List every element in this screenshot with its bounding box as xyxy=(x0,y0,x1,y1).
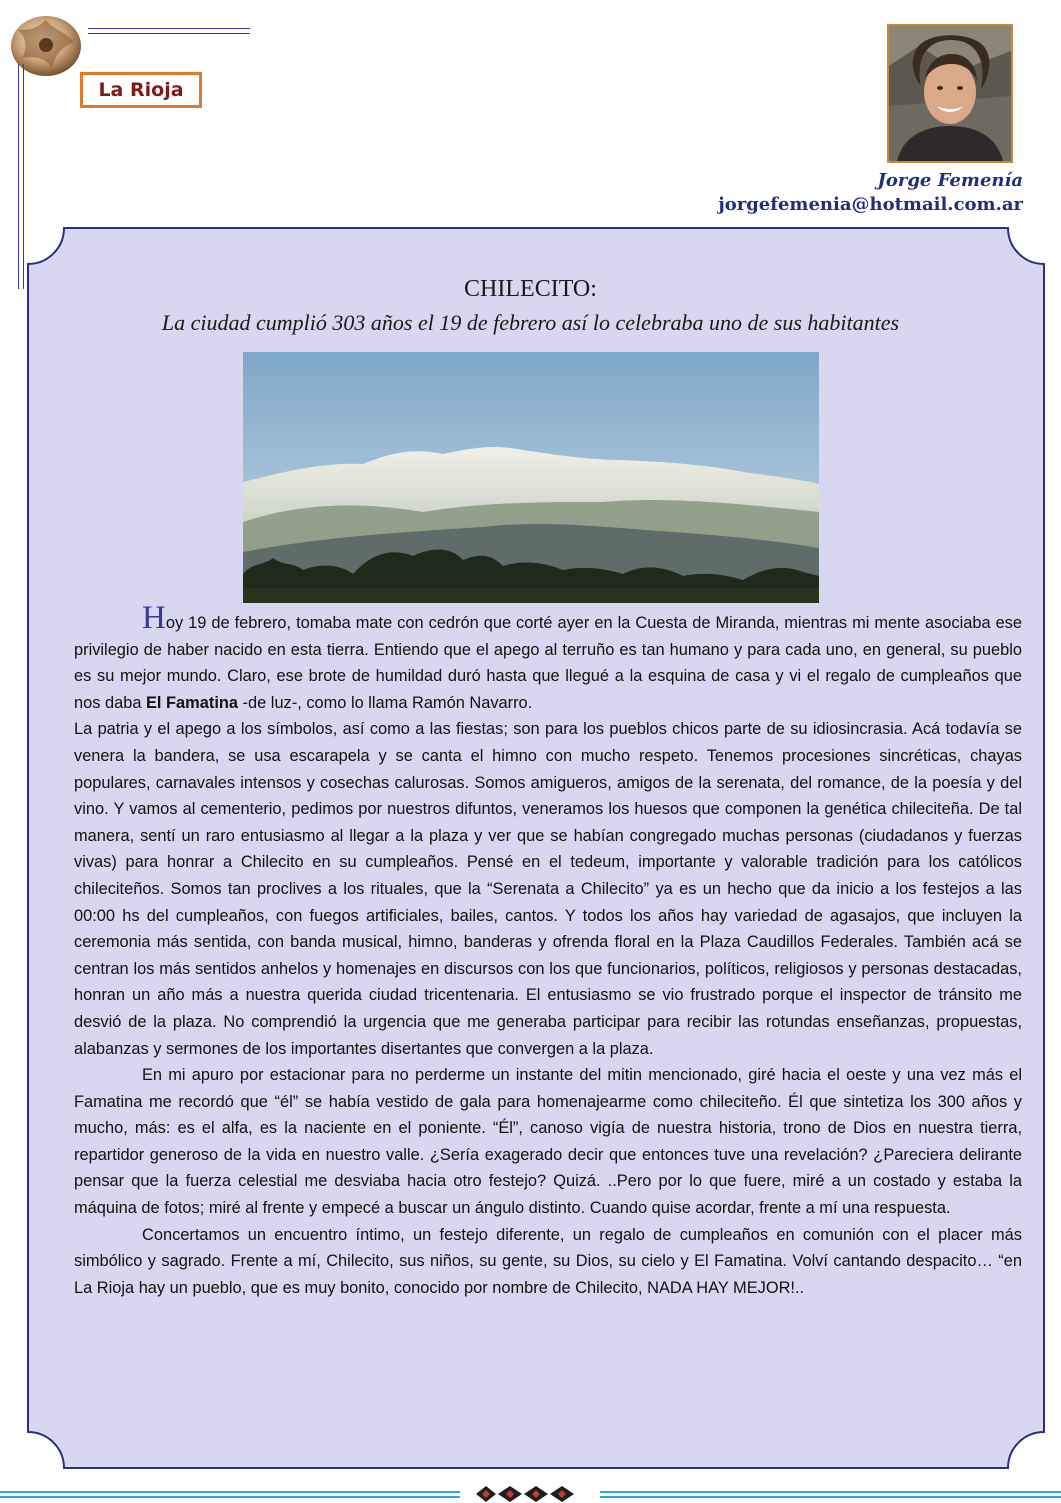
drop-cap: H xyxy=(142,600,166,636)
magazine-logo-icon xyxy=(8,12,84,78)
decorative-line xyxy=(18,64,19,289)
footer-ornament xyxy=(0,1486,1061,1503)
paragraph-1-text: oy 19 de febrero, tomaba mate con cedrón que corté ayer en la Cuesta de Miranda, mientras mi mente asociaba ese privilegio de haber nacido en esta tierra. Entiendo que el apego al terruño es tan humano y para cada uno, en general, su pueblo es su mejor mundo. Claro, ese brote de humildad duró hasta que llegué a la esquina de casa y vi el regalo de cumpleaños que nos daba xyxy=(74,614,1022,712)
paragraph-1 xyxy=(74,600,1022,716)
paragraph-2: La patria y el apego a los símbolos, así como a las fiestas; son para los pueblos chicos parte de su idiosincrasia. Acá todavía se venera la bandera, se usa escarapela y se canta el himno con mucho respeto. Tenemos procesiones sincréticas, chayas populares, carnavales intensos y cosechas calurosas. Somos amigueros, amigos de la serenata, del romance, de la poesía y del vino. Y vamos al cementerio, pedimos por nuestros difuntos, veneramos los huesos que componen la genética chileciteña. De tal manera, sentí un raro entusiasmo al llegar a la plaza y ver que se habían congregado muchas personas (ciudadanos y fuerzas vivas) para honrar a Chilecito en su cumpleaños. Pensé en el tedeum, importante y valorable tradición para los católicos chileciteños. Somos tan proclives a los rituales, que la “Serenata a Chilecito” ya es un hecho que da inicio a los festejos a las 00:00 hs del cumpleaños, con fuegos artificiales, bailes, cantos. Y todos los años hay variedad de agasajos, que incluyen la ceremonia más sentida, con banda musical, himno, banderas y ofrenda floral en la Plaza Caudillos Federales. También acá se centran los más sentidos anhelos y homenajes en discursos con los que funcionarios, políticos, religiosos y personas destacadas, honran un año más a nuestra querida ciudad tricentenaria. El entusiasmo se vio frustrado porque el inspector de tránsito me desvió de la plaza. No comprendió la urgencia que me generaba participar para recibir las rotundas enseñanzas, propuestas, alabanzas y sermones de los importantes disertantes que convergen a la plaza. xyxy=(74,720,1022,1058)
famatina-mountain-photo xyxy=(243,352,819,603)
article-title: CHILECITO: xyxy=(464,276,597,302)
decorative-line xyxy=(23,64,24,289)
decorative-line xyxy=(88,28,250,29)
author-email[interactable]: jorgefemenia@hotmail.com.ar xyxy=(718,194,1023,215)
author-photo xyxy=(887,24,1013,163)
paragraph-3: En mi apuro por estacionar para no perderme un instante del mitin mencionado, giré hacia el oeste y una vez más el Famatina me recordó que “él” se había vestido de gala para homenajearme como chileciteño. Él que sintetiza los 300 años y mucho, más: es el alfa, es la naciente en el poniente. “Él”, canoso vigía de nuestra historia, trono de Dios en nuestra tierra, repartidor generoso de la vida en nuestro valle. ¿Sería exagerado decir que entonces tuve una revelación? ¿Pareciera delirante pensar que la fuerza celestial me desviaba hacia otro festejo? Quizá. ..Pero por lo que fuere, miré a un costado y estaba la máquina de fotos; miré al frente y empecé a buscar un ángulo distinto. Cuando quise acordar, frente a mí una respuesta. xyxy=(74,1066,1022,1218)
article-body xyxy=(74,600,1022,1301)
section-label: La Rioja xyxy=(80,72,202,108)
article-subtitle: La ciudad cumplió 303 años el 19 de febrero así lo celebraba uno de sus habitantes xyxy=(161,310,900,335)
paragraph-4: Concertamos un encuentro íntimo, un festejo diferente, un regalo de cumpleaños en comunión con el placer más simbólico y sagrado. Frente a mí, Chilecito, sus niños, su gente, su Dios, su cielo y El Famatina. Volví cantando despacito… “en La Rioja hay un pueblo, que es muy bonito, conocido por nombre de Chilecito, NADA HAY MEJOR!.. xyxy=(74,1225,1022,1297)
decorative-line xyxy=(88,33,250,34)
author-name: Jorge Femenía xyxy=(877,170,1023,191)
paragraph-1-text-end: -de luz-, como lo llama Ramón Navarro. xyxy=(238,693,533,712)
paragraph-1-bold: El Famatina xyxy=(146,693,238,712)
